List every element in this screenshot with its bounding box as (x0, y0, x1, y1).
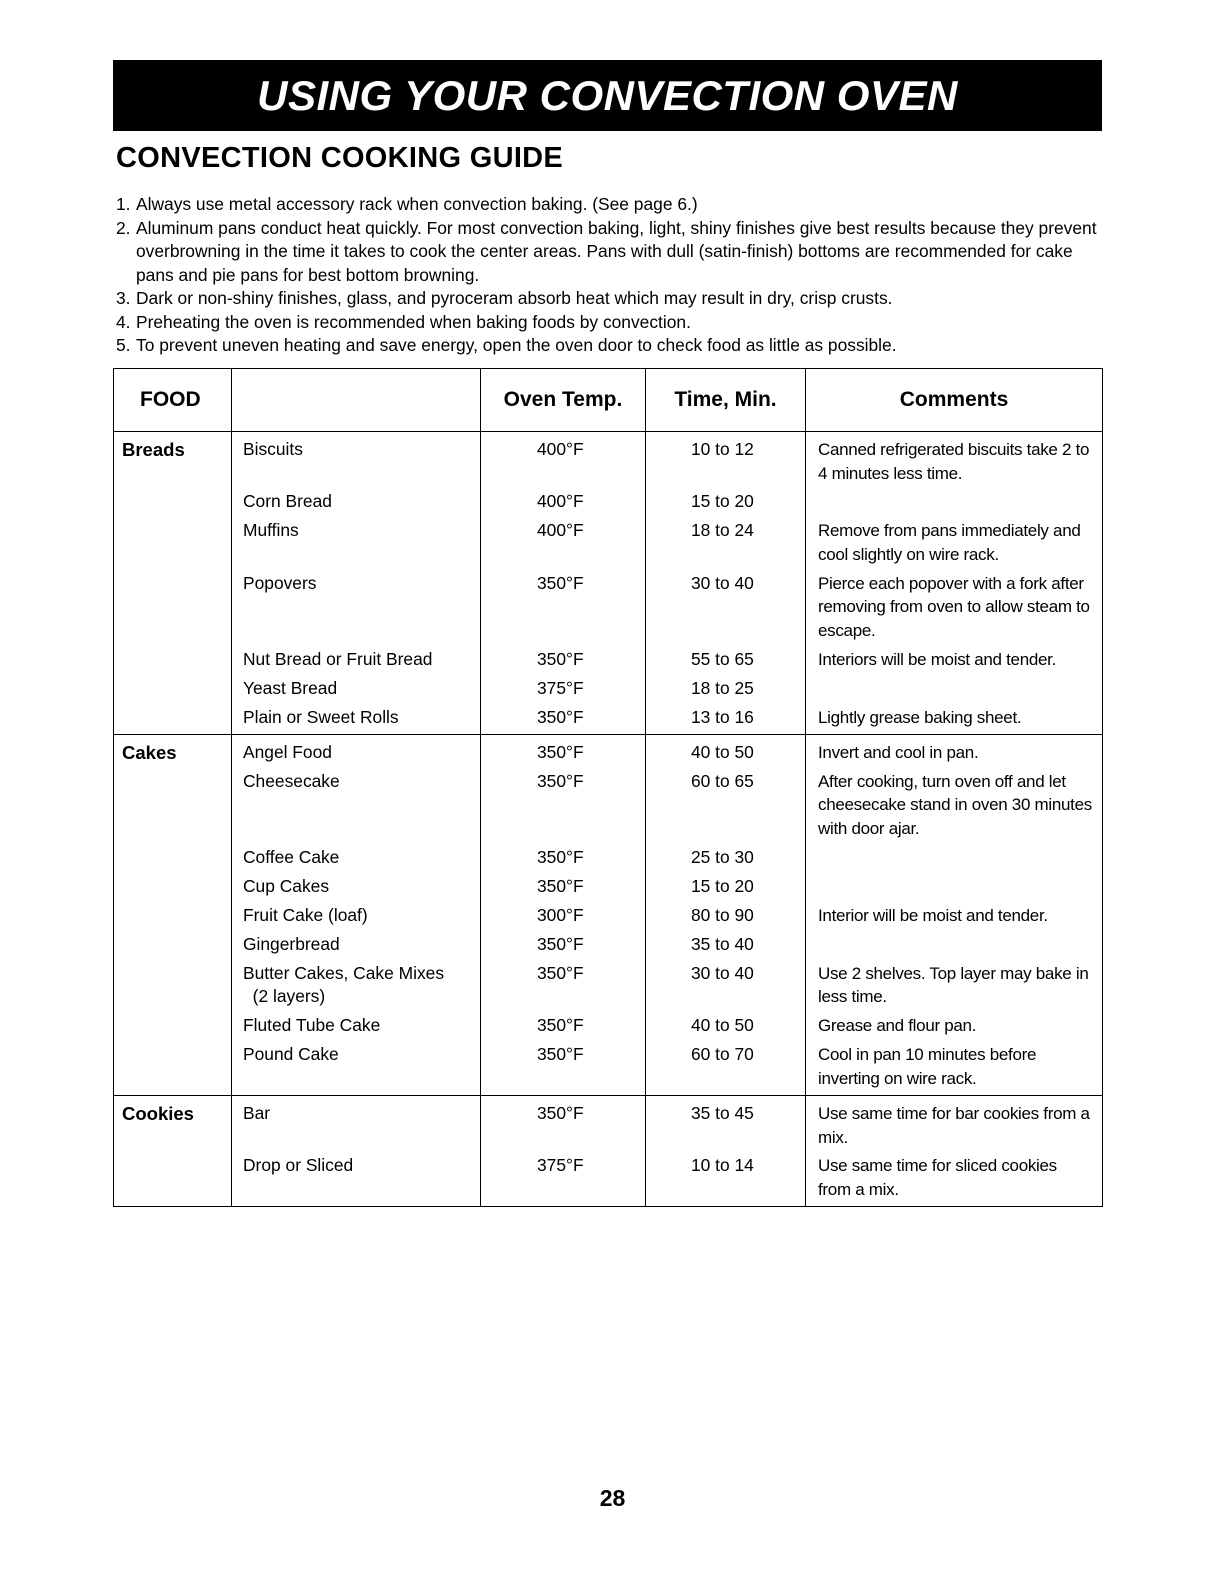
oven-temp: 375°F (481, 1154, 646, 1207)
cook-time: 13 to 16 (646, 706, 806, 735)
table-row (114, 1043, 1103, 1096)
food-item: Drop or Sliced (232, 1154, 481, 1207)
food-item: Fruit Cake (loaf) (232, 904, 481, 933)
note-item (116, 287, 1101, 311)
food-item: Angel Food (232, 735, 481, 770)
note-item (116, 217, 1101, 288)
oven-temp: 350°F (481, 735, 646, 770)
cook-time: 60 to 70 (646, 1043, 806, 1096)
notes-list (116, 193, 1101, 358)
table-row (114, 875, 1103, 904)
oven-temp: 350°F (481, 1043, 646, 1096)
note-item (116, 334, 1101, 358)
note-number: 2. (116, 217, 131, 238)
oven-temp: 350°F (481, 648, 646, 677)
note-text: To prevent uneven heating and save energy, open the oven door to check food as little as possible. (136, 335, 897, 355)
section-title: CONVECTION COOKING GUIDE (116, 142, 564, 174)
comment: Remove from pans immediately and cool slightly on wire rack. (806, 519, 1103, 572)
table-row (114, 648, 1103, 677)
oven-temp: 350°F (481, 875, 646, 904)
comment: Use same time for bar cookies from a mix. (806, 1096, 1103, 1155)
note-text: Always use metal accessory rack when convection baking. (See page 6.) (136, 194, 698, 214)
comment: Interior will be moist and tender. (806, 904, 1103, 933)
table-row (114, 490, 1103, 519)
food-item: Cheesecake (232, 770, 481, 846)
page-banner (113, 60, 1102, 131)
cook-time: 55 to 65 (646, 648, 806, 677)
oven-temp: 400°F (481, 490, 646, 519)
comment: After cooking, turn oven off and let cheesecake stand in oven 30 minutes with door ajar. (806, 770, 1103, 846)
food-item: Butter Cakes, Cake Mixes (2 layers) (232, 962, 481, 1015)
oven-temp: 350°F (481, 1096, 646, 1155)
food-item: Corn Bread (232, 490, 481, 519)
comment (806, 846, 1103, 875)
oven-temp: 350°F (481, 933, 646, 962)
header-item (232, 369, 481, 432)
cook-time: 10 to 12 (646, 432, 806, 491)
table-row (114, 904, 1103, 933)
food-item: Biscuits (232, 432, 481, 491)
table-row (114, 519, 1103, 572)
table-row (114, 846, 1103, 875)
table-row (114, 735, 1103, 770)
oven-temp: 300°F (481, 904, 646, 933)
table-row (114, 770, 1103, 846)
food-group-breads (114, 432, 1103, 735)
cook-time: 80 to 90 (646, 904, 806, 933)
header-oven-temp: Oven Temp. (481, 369, 646, 432)
note-text: Dark or non-shiny finishes, glass, and pyroceram absorb heat which may result in dry, crisp crusts. (136, 288, 893, 308)
food-item: Muffins (232, 519, 481, 572)
comment (806, 677, 1103, 706)
note-item (116, 311, 1101, 335)
table-header-row (114, 369, 1103, 432)
category-label: Cakes (114, 735, 232, 1096)
oven-temp: 375°F (481, 677, 646, 706)
header-food: FOOD (114, 369, 232, 432)
table-row (114, 677, 1103, 706)
oven-temp: 400°F (481, 519, 646, 572)
comment (806, 875, 1103, 904)
comment: Interiors will be moist and tender. (806, 648, 1103, 677)
category-label: Breads (114, 432, 232, 735)
cook-time: 10 to 14 (646, 1154, 806, 1207)
oven-temp: 350°F (481, 770, 646, 846)
food-item: Gingerbread (232, 933, 481, 962)
food-item: Fluted Tube Cake (232, 1014, 481, 1043)
comment: Use 2 shelves. Top layer may bake in less time. (806, 962, 1103, 1015)
cook-time: 35 to 45 (646, 1096, 806, 1155)
note-number: 5. (116, 335, 131, 355)
cook-time: 40 to 50 (646, 735, 806, 770)
food-group-cakes (114, 735, 1103, 1096)
food-item: Bar (232, 1096, 481, 1155)
note-number: 3. (116, 288, 131, 308)
oven-temp: 400°F (481, 432, 646, 491)
food-item: Plain or Sweet Rolls (232, 706, 481, 735)
cook-time: 30 to 40 (646, 572, 806, 648)
cook-time: 18 to 24 (646, 519, 806, 572)
comment: Cool in pan 10 minutes before inverting on wire rack. (806, 1043, 1103, 1096)
oven-temp: 350°F (481, 572, 646, 648)
note-number: 1. (116, 194, 131, 214)
table-row (114, 962, 1103, 1015)
cook-time: 60 to 65 (646, 770, 806, 846)
note-text: Aluminum pans conduct heat quickly. For most convection baking, light, shiny finishes give best results because they prevent overbrowning in the time it takes to cook the center areas. Pans with dull (satin-finish) bottoms are recommended for cake pans and pie pans for best bottom browning. (136, 217, 1097, 285)
cook-time: 15 to 20 (646, 490, 806, 519)
table-row (114, 706, 1103, 735)
page-number: 28 (599, 1485, 626, 1511)
table-row (114, 933, 1103, 962)
note-number: 4. (116, 311, 131, 332)
cook-time: 18 to 25 (646, 677, 806, 706)
table-row (114, 432, 1103, 491)
header-comments: Comments (806, 369, 1103, 432)
note-item (116, 193, 1101, 217)
comment: Use same time for sliced cookies from a mix. (806, 1154, 1103, 1207)
food-group-cookies (114, 1096, 1103, 1207)
banner-title: USING YOUR CONVECTION OVEN (257, 71, 958, 119)
table-row (114, 1096, 1103, 1155)
cook-time: 25 to 30 (646, 846, 806, 875)
cook-time: 40 to 50 (646, 1014, 806, 1043)
table-row (114, 1014, 1103, 1043)
oven-temp: 350°F (481, 1014, 646, 1043)
comment: Grease and flour pan. (806, 1014, 1103, 1043)
food-item: Cup Cakes (232, 875, 481, 904)
comment: Invert and cool in pan. (806, 735, 1103, 770)
category-label: Cookies (114, 1096, 232, 1207)
cooking-guide-table (113, 368, 1103, 1207)
table-row (114, 572, 1103, 648)
comment (806, 933, 1103, 962)
oven-temp: 350°F (481, 846, 646, 875)
comment: Canned refrigerated biscuits take 2 to 4 minutes less time. (806, 432, 1103, 491)
table-row (114, 1154, 1103, 1207)
food-item: Nut Bread or Fruit Bread (232, 648, 481, 677)
oven-temp: 350°F (481, 706, 646, 735)
comment: Lightly grease baking sheet. (806, 706, 1103, 735)
comment (806, 490, 1103, 519)
header-time: Time, Min. (646, 369, 806, 432)
cook-time: 30 to 40 (646, 962, 806, 1015)
food-item: Popovers (232, 572, 481, 648)
cook-time: 15 to 20 (646, 875, 806, 904)
food-item: Pound Cake (232, 1043, 481, 1096)
food-item: Coffee Cake (232, 846, 481, 875)
oven-temp: 350°F (481, 962, 646, 1015)
note-text: Preheating the oven is recommended when baking foods by convection. (136, 311, 691, 332)
comment: Pierce each popover with a fork after removing from oven to allow steam to escape. (806, 572, 1103, 648)
cook-time: 35 to 40 (646, 933, 806, 962)
food-item: Yeast Bread (232, 677, 481, 706)
